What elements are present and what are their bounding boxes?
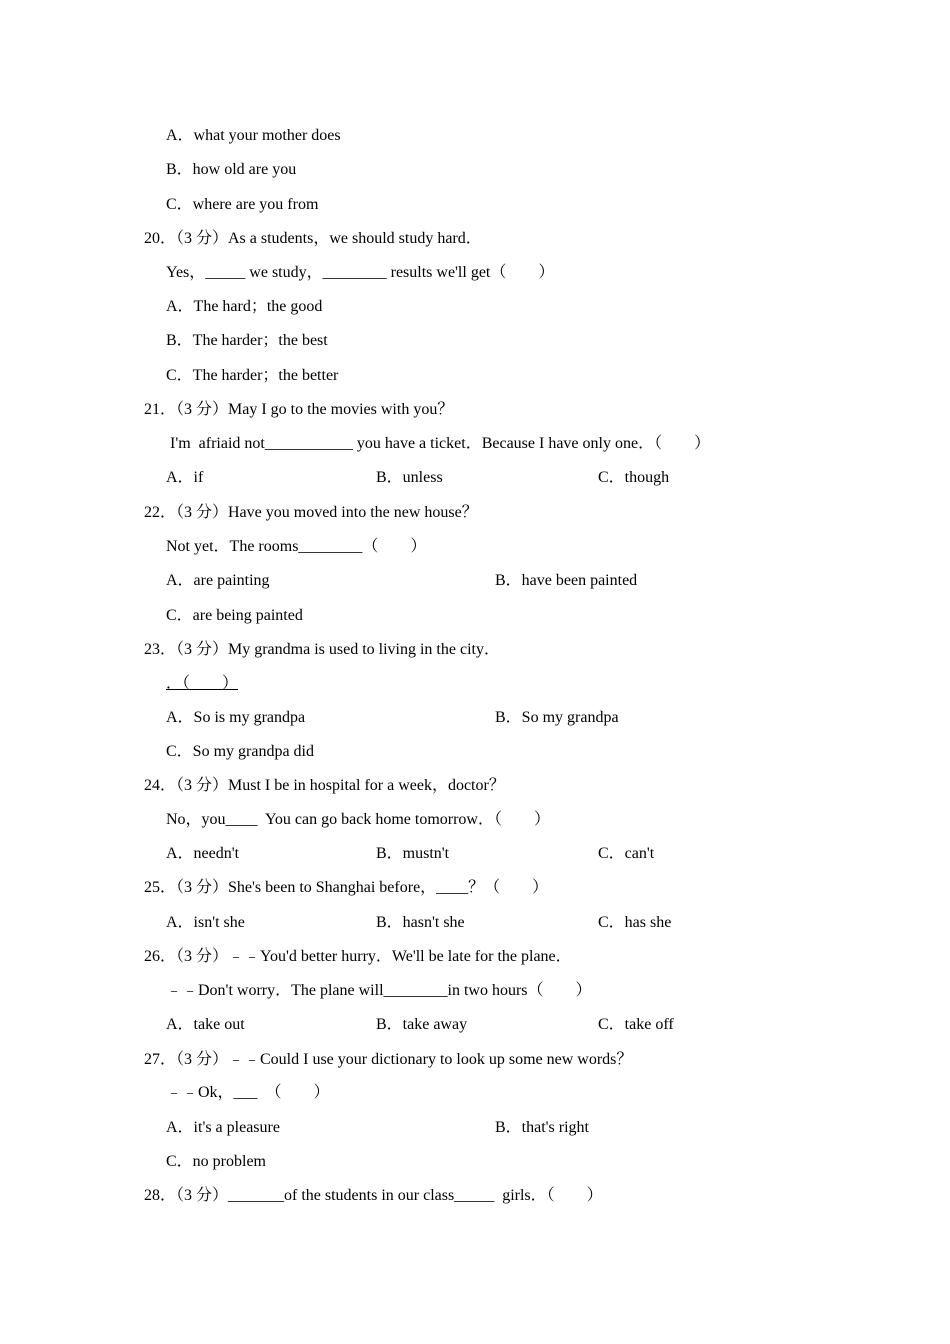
q25-option-c: C．has she [598, 914, 672, 931]
q23-option-a: A．So is my grandpa [166, 709, 306, 726]
q24-option-c: C．can't [598, 845, 655, 862]
q21-option-a: A．if [166, 469, 204, 486]
q20-line2: Yes，_____ we study，________ results we'll get（ ） [166, 264, 555, 281]
q24-option-a: A．needn't [166, 845, 240, 862]
q27-option-c: C．no problem [166, 1153, 266, 1170]
q26-stem: 26．（3 分）﹣﹣You'd better hurry．We'll be late for the plane． [144, 948, 572, 965]
pre-option-b: B．how old are you [166, 161, 297, 178]
q27-option-b: B．that's right [495, 1119, 589, 1136]
q26-option-a: A．take out [166, 1016, 245, 1033]
q26-option-c: C．take off [598, 1016, 674, 1033]
q28-stem: 28．（3 分）_______of the students in our class_____ girls．（ ） [144, 1187, 603, 1204]
q20-stem: 20．（3 分）As a students，we should study hard． [144, 230, 482, 247]
q25-option-a: A．isn't she [166, 914, 245, 931]
q23-option-b: B．So my grandpa [495, 709, 619, 726]
q21-stem: 21．（3 分）May I go to the movies with you？ [144, 401, 454, 418]
q24-line2: No，you____ You can go back home tomorrow．（ ） [166, 811, 550, 828]
q25-option-b: B．hasn't she [376, 914, 465, 931]
q27-option-a: A．it's a pleasure [166, 1119, 280, 1136]
q26-line2: ﹣﹣Don't worry．The plane will________in two hours（ ） [166, 982, 592, 999]
q23-stem: 23．（3 分）My grandma is used to living in the city． [144, 641, 500, 658]
q21-line2: I'm afriaid not___________ you have a ticket．Because I have only one．（ ） [166, 435, 711, 452]
q20-option-b: B．The harder；the best [166, 332, 328, 349]
q23-line2: ．（ ） [166, 675, 239, 692]
q22-option-a: A．are painting [166, 572, 270, 589]
q21-option-c: C．though [598, 469, 670, 486]
q21-option-b: B．unless [376, 469, 443, 486]
pre-option-a: A．what your mother does [166, 127, 341, 144]
q22-option-c: C．are being painted [166, 607, 303, 624]
q26-option-b: B．take away [376, 1016, 468, 1033]
q27-line2: ﹣﹣Ok，___ （ ） [166, 1084, 330, 1101]
q22-stem: 22．（3 分）Have you moved into the new house？ [144, 504, 478, 521]
q22-option-b: B．have been painted [495, 572, 638, 589]
pre-option-c: C．where are you from [166, 196, 319, 213]
q24-stem: 24．（3 分）Must I be in hospital for a week，doctor？ [144, 777, 505, 794]
q20-option-c: C．The harder；the better [166, 367, 339, 384]
q22-line2: Not yet．The rooms________（ ） [166, 538, 427, 555]
q27-stem: 27．（3 分）﹣﹣Could I use your dictionary to look up some new words？ [144, 1051, 633, 1068]
q24-option-b: B．mustn't [376, 845, 450, 862]
q20-option-a: A．The hard；the good [166, 298, 323, 315]
q23-option-c: C．So my grandpa did [166, 743, 314, 760]
q25-stem: 25．（3 分）She's been to Shanghai before，____？（ ） [144, 879, 549, 896]
